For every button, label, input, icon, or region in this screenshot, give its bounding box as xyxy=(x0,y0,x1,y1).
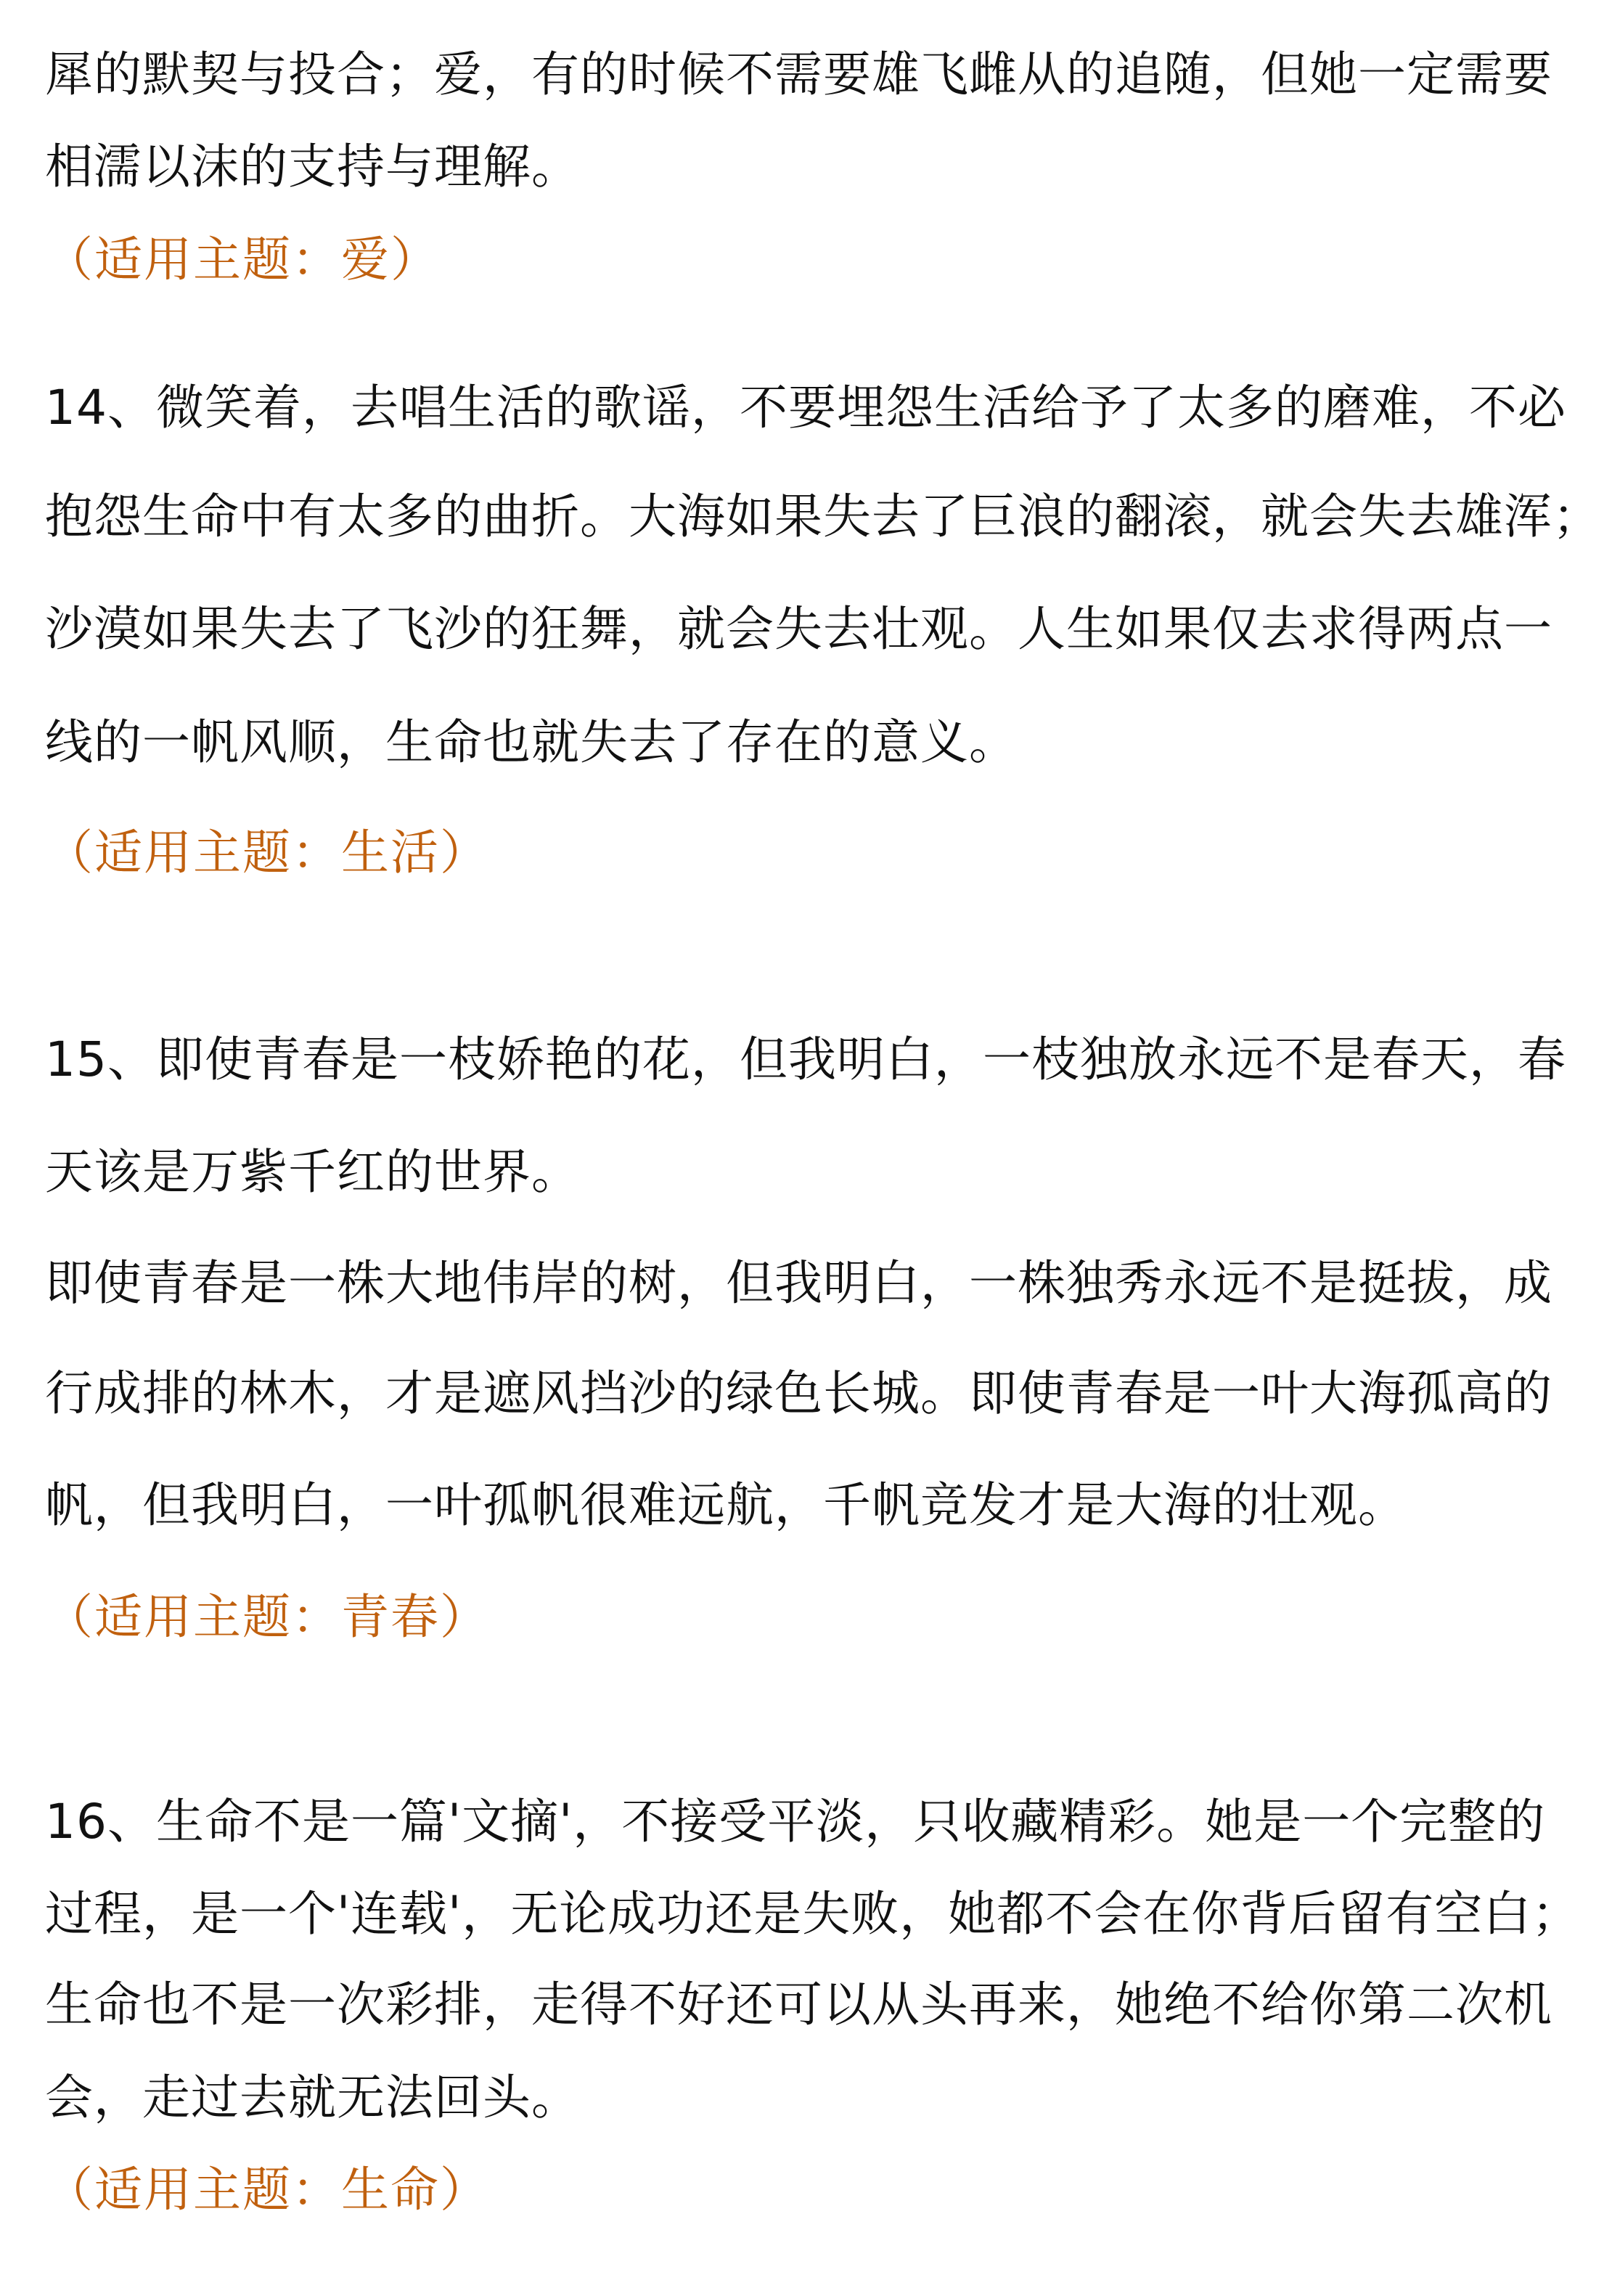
paragraph-13-line-2: 相濡以沫的支持与理解。 xyxy=(45,139,580,195)
paragraph-15-line-5: 帆，但我明白，一叶孤帆很难远航，千帆竞发才是大海的壮观。 xyxy=(45,1477,1407,1533)
theme-label-15: （适用主题：青春） xyxy=(45,1589,489,1645)
paragraph-15-line-2: 天该是万紫千红的世界。 xyxy=(45,1144,580,1200)
document-page xyxy=(45,0,1601,2296)
paragraph-16-line-2: 过程，是一个'连载'，无论成功还是失败，她都不会在你背后留有空白； xyxy=(45,1886,1581,1942)
paragraph-16-line-3: 生命也不是一次彩排，走得不好还可以从头再来，她绝不给你第二次机 xyxy=(45,1977,1552,2033)
theme-label-13: （适用主题：爱） xyxy=(45,232,440,287)
paragraph-16-line-1: 16、生命不是一篇'文摘'，不接受平淡，只收藏精彩。她是一个完整的 xyxy=(45,1794,1546,1850)
paragraph-14-line-4: 线的一帆风顺，生命也就失去了存在的意义。 xyxy=(45,714,1018,770)
paragraph-15-line-1: 15、即使青春是一枝娇艳的花，但我明白，一枝独放永远不是春天，春 xyxy=(45,1031,1566,1087)
theme-label-14: （适用主题：生活） xyxy=(45,825,489,881)
theme-label-16: （适用主题：生命） xyxy=(45,2162,489,2218)
paragraph-15-line-3: 即使青春是一株大地伟岸的树，但我明白，一株独秀永远不是挺拔，成 xyxy=(45,1255,1552,1311)
paragraph-14-line-2: 抱怨生命中有太多的曲折。大海如果失去了巨浪的翻滚，就会失去雄浑； xyxy=(45,489,1601,544)
paragraph-14-line-3: 沙漠如果失去了飞沙的狂舞，就会失去壮观。人生如果仅去求得两点一 xyxy=(45,601,1552,657)
paragraph-16-line-4: 会，走过去就无法回头。 xyxy=(45,2070,580,2125)
paragraph-15-line-4: 行成排的林木，才是遮风挡沙的绿色长城。即使青春是一叶大海孤高的 xyxy=(45,1365,1552,1421)
paragraph-14-line-1: 14、微笑着，去唱生活的歌谣，不要埋怨生活给予了太多的磨难，不必 xyxy=(45,380,1566,436)
paragraph-13-line-1: 犀的默契与投合；爱，有的时候不需要雄飞雌从的追随，但她一定需要 xyxy=(45,46,1552,102)
